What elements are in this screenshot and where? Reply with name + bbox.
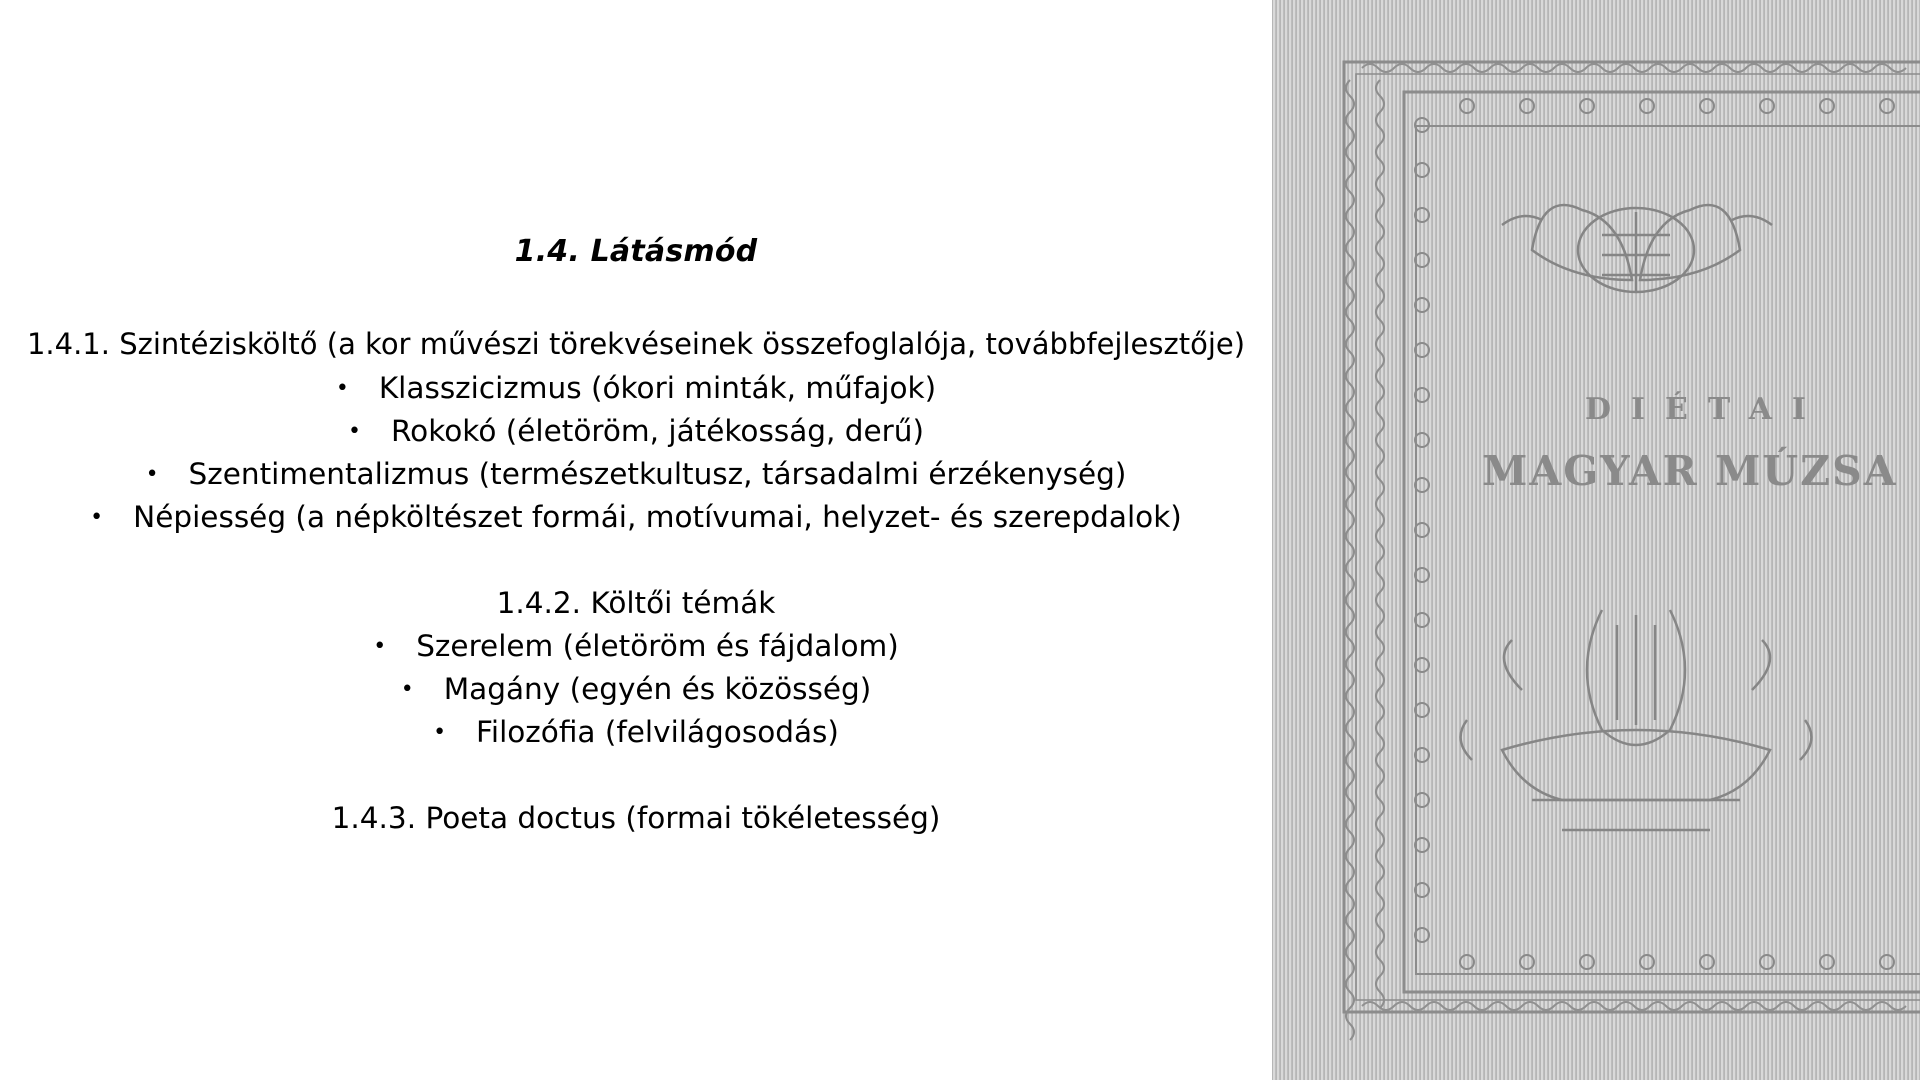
bullet-icon: • [433,720,447,745]
section-3-heading: 1.4.3. Poeta doctus (formai tökéletesség) [331,801,941,835]
list-item-text: Szentimentalizmus (természetkultusz, társadalmi érzékenység) [188,457,1127,491]
list-item-text: Magány (egyén és közösség) [443,672,872,706]
list-item-text: Szerelem (életöröm és fájdalom) [416,629,899,663]
list-item-text: Klasszicizmus (ókori minták, műfajok) [378,371,937,405]
ornamental-frame-icon [1272,0,1920,1080]
cover-title-line-1: DIÉTAI [1585,392,1826,427]
bullet-icon: • [90,505,104,530]
list-item-text: Népiesség (a népköltészet formái, motívumai, helyzet- és szerepdalok) [133,500,1182,534]
list-item [0,371,1272,405]
bullet-icon: • [373,634,387,659]
section-1-heading [0,327,1272,361]
bullet-icon: • [348,419,361,444]
section-1-heading-text: 1.4.1. Szintézisköltő (a kor művészi törekvéseinek összefoglalója, továbbfejlesztője) [26,327,1246,361]
book-cover-image [1272,0,1920,1080]
bullet-icon: • [335,376,349,401]
list-item [0,629,1272,663]
slide-title: 1.4. Látásmód [514,234,758,269]
section-2-heading: 1.4.2. Költői témák [496,586,776,620]
bullet-icon: • [400,677,414,702]
list-item-text: Rokokó (életöröm, játékosság, derű) [391,414,924,448]
bullet-icon: • [145,462,159,487]
list-item [0,672,1272,706]
list-item [0,414,1272,448]
cover-title-line-2: MAGYAR MÚZSA [1482,447,1898,495]
list-item [0,715,1272,749]
list-item [0,500,1272,534]
list-item [0,457,1272,491]
list-item-text: Filozófia (felvilágosodás) [476,715,839,749]
